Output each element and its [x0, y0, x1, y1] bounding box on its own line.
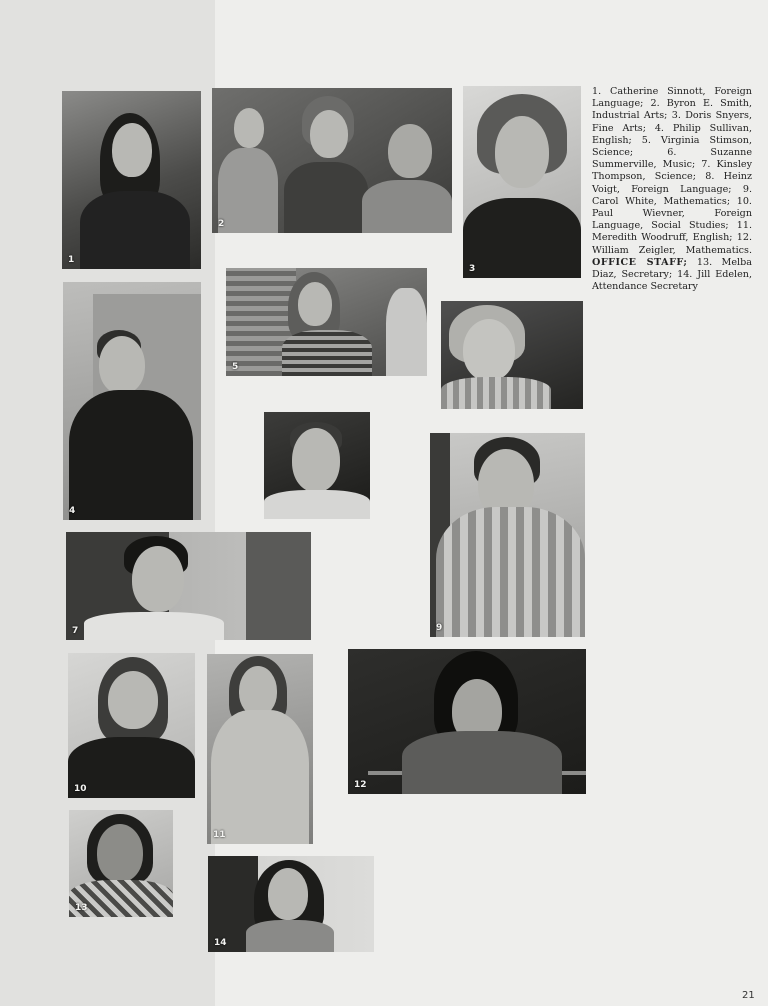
photo-11	[207, 654, 313, 844]
photo-number: 3	[469, 264, 476, 274]
photo-4	[63, 282, 201, 520]
group-figure	[226, 268, 427, 376]
photo-number: 12	[354, 780, 367, 790]
photo-number: 14	[214, 938, 227, 948]
portrait-figure	[62, 91, 201, 269]
photo-caption	[592, 86, 752, 293]
portrait-figure	[63, 282, 201, 520]
portrait-figure	[68, 653, 195, 798]
photo-7	[66, 532, 311, 640]
portrait-figure	[207, 654, 313, 844]
photo-3	[463, 86, 581, 278]
photo-12	[348, 649, 586, 794]
photo-14	[208, 856, 374, 952]
page-number: 21	[742, 990, 755, 1001]
photo-2	[212, 88, 452, 233]
caption-faculty-list: 1. Catherine Sinnott, Foreign Language; 2. Byron E. Smith, Industrial Arts; 3. Doris Snyers, Fine Arts; 4. Philip Sullivan, English; 5. Virginia Stimson, Science; 6. Suzanne Summerville, Music; 7. Kinsley Thompson, Science; 8. Heinz Voigt, Foreign Language; 9. Carol White, Mathematics; 10. Paul Wievner, Foreign Language, Social Studies; 11. Meredith Woodruff, English; 12. William Zeigler, Mathematics.	[592, 86, 752, 256]
photo-number: 10	[74, 784, 87, 794]
photo-number: 5	[232, 362, 239, 372]
portrait-figure	[208, 856, 374, 952]
photo-5	[226, 268, 427, 376]
caption-office-staff-heading: OFFICE STAFF;	[592, 256, 688, 268]
photo-8	[264, 412, 370, 519]
photo-number: 4	[69, 506, 76, 516]
photo-6	[441, 301, 583, 409]
photo-number: 9	[436, 623, 443, 633]
photo-10	[68, 653, 195, 798]
portrait-figure	[430, 433, 585, 637]
photo-13	[69, 810, 173, 917]
photo-number: 13	[75, 903, 88, 913]
portrait-figure	[441, 301, 583, 409]
photo-number: 11	[213, 830, 226, 840]
portrait-figure	[66, 532, 311, 640]
caption-office-staff-list: 13. Melba Diaz, Secretary; 14. Jill Edelen, Attendance Secretary	[592, 256, 752, 293]
group-figure	[212, 88, 452, 233]
photo-number: 1	[68, 255, 75, 265]
photo-number: 2	[218, 219, 225, 229]
portrait-figure	[264, 412, 370, 519]
photo-9	[430, 433, 585, 637]
portrait-figure	[348, 649, 586, 794]
portrait-figure	[463, 86, 581, 278]
photo-1	[62, 91, 201, 269]
portrait-figure	[69, 810, 173, 917]
photo-number: 7	[72, 626, 79, 636]
